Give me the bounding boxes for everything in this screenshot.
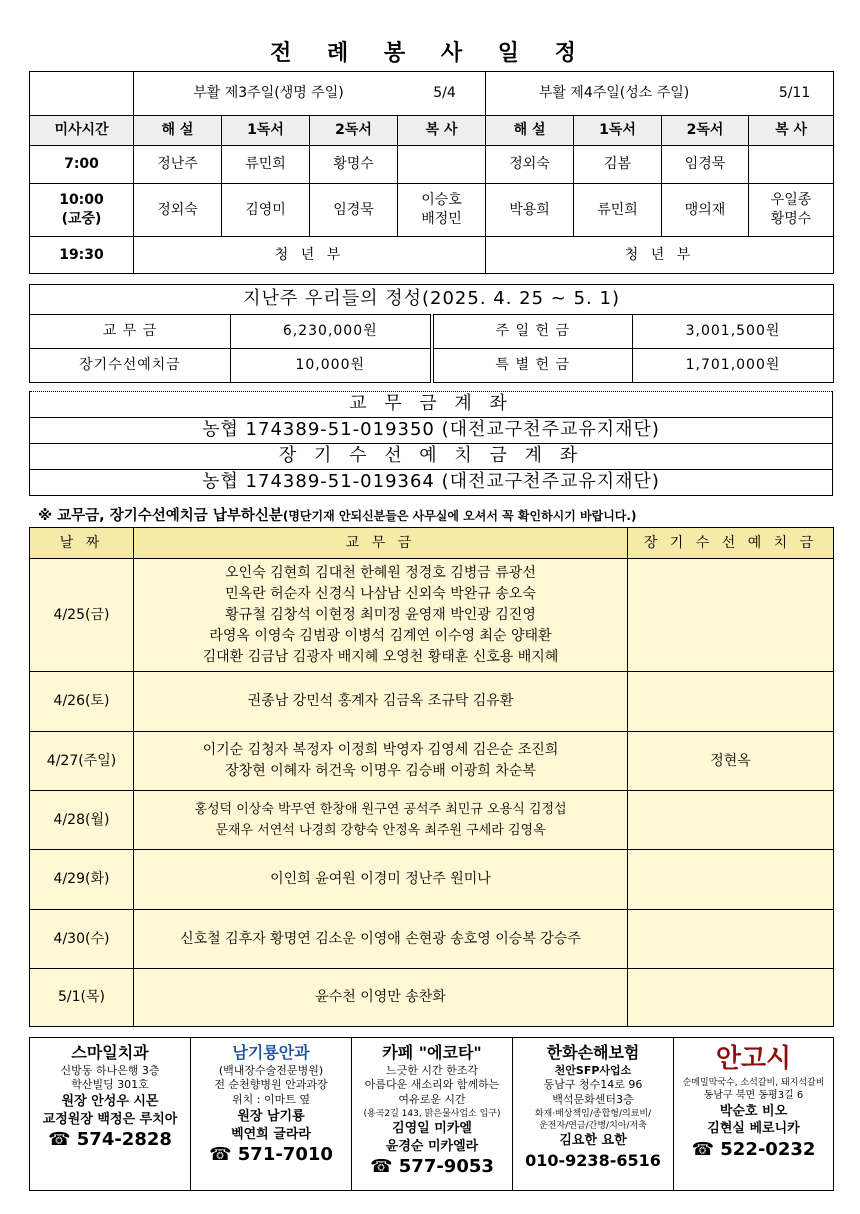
ad-line: 순메밀막국수, 소석갈비, 돼지석갈비 <box>682 1078 825 1089</box>
server-name: 류민희 <box>574 184 662 237</box>
notice-sub: (명단기재 안되신분들은 사무실에 오셔서 꼭 확인하시기 바랍니다.) <box>282 509 637 523</box>
offering-label: 교 무 금 <box>30 315 231 349</box>
ad-name: 카페 "에코타" <box>382 1043 482 1062</box>
ad-line: 아름다운 새소리와 함께하는 <box>364 1078 500 1092</box>
role-header: 해 설 <box>486 116 574 146</box>
ad-eye-clinic <box>191 1038 352 1191</box>
role-header: 2독서 <box>662 116 749 146</box>
donor-date: 4/28(월) <box>30 791 134 850</box>
ad-line: 여유로운 시간 <box>398 1093 466 1107</box>
ad-line: 김요한 요한 <box>559 1133 627 1149</box>
sunday-1 <box>134 72 486 116</box>
ad-line: (용곡2길 143, 맑은물사업소 입구) <box>363 1109 501 1120</box>
ad-phone: ☎ 574-2828 <box>48 1129 172 1151</box>
offering-label: 특 별 헌 금 <box>432 349 633 383</box>
ad-line: 신방동 하나은행 3층 <box>60 1063 160 1077</box>
page-title: 전 례 봉 사 일 정 <box>270 41 590 66</box>
ad-line: 느긋한 시간 한조각 <box>385 1063 478 1077</box>
ad-line: 전 순천향병원 안과과장 <box>214 1078 328 1092</box>
offering-value: 1,701,000원 <box>633 349 834 383</box>
youth-group: 청 년 부 <box>134 237 486 274</box>
donor-names: 오인숙 김현희 김대천 한혜원 정경호 김병금 류광선 민옥란 허순자 신경식 나삼남 신외숙 박완규 송오숙 황규철 김창석 이현정 최미정 윤영재 박인광 김진영 라영옥 이영숙 김범광 이병석 김계연 이수영 최순 양태환 김대환 김금남 김광자 배지혜 오영천 황태훈 신호용 배지혜 <box>134 559 628 672</box>
account-title: 장 기 수 선 예 치 금 계 좌 <box>30 444 833 470</box>
ad-line: 원장 안성우 시몬 <box>61 1094 159 1110</box>
donor-row <box>30 672 834 732</box>
server-name: 류민희 <box>222 146 310 184</box>
donor-other <box>628 672 834 732</box>
sunday-1-name: 부활 제3주일(생명 주일) <box>193 85 344 102</box>
donor-names: 권종남 강민석 홍계자 김금옥 조규탁 김유환 <box>134 672 628 732</box>
ad-line: 화재·배상책임/종합형/의료비/ <box>534 1109 652 1120</box>
ad-line: 김영일 미카엘 <box>392 1121 472 1137</box>
donor-table <box>29 527 834 1027</box>
donor-header-row <box>30 528 834 559</box>
donor-other <box>628 791 834 850</box>
ad-line: 백석문화센터3층 <box>552 1093 634 1107</box>
offering-table <box>29 284 834 383</box>
ad-line: 윤경순 미카엘라 <box>385 1138 479 1154</box>
server-name: 정외숙 <box>134 184 222 237</box>
sunday-2 <box>486 72 834 116</box>
donor-other: 정현옥 <box>628 732 834 791</box>
ad-line: 원장 남기룡 <box>237 1109 305 1125</box>
schedule-row <box>30 146 834 184</box>
server-name: 정난주 <box>134 146 222 184</box>
server-name <box>749 146 834 184</box>
donor-date: 4/26(토) <box>30 672 134 732</box>
server-name: 임경묵 <box>310 184 398 237</box>
ad-smile-dental <box>30 1038 191 1191</box>
notice-main: ※ 교무금, 장기수선예치금 납부하신분 <box>38 508 283 524</box>
ad-line: 교정원장 백정은 루치아 <box>42 1111 178 1127</box>
donor-names: 이인희 윤여원 이경미 정난주 원미나 <box>134 850 628 910</box>
mass-time: 19:30 <box>30 237 134 274</box>
ad-insurance <box>513 1038 674 1191</box>
server-name: 황명수 <box>310 146 398 184</box>
server-name: 이승호 배정민 <box>398 184 486 237</box>
donor-row <box>30 969 834 1027</box>
account-number: 농협 174389-51-019350 (대전교구천주교유지재단) <box>30 418 833 444</box>
mass-time: 7:00 <box>30 146 134 184</box>
ad-line: 운전자/연금/간병/치아/저축 <box>539 1121 647 1132</box>
server-name: 박용희 <box>486 184 574 237</box>
sponsor-ads <box>29 1037 834 1191</box>
donor-other <box>628 850 834 910</box>
ad-phone: ☎ 577-9053 <box>370 1156 494 1178</box>
ad-name: 스마일치과 <box>71 1043 149 1062</box>
donor-date: 4/30(수) <box>30 910 134 969</box>
server-name: 김영미 <box>222 184 310 237</box>
youth-group: 청 년 부 <box>486 237 834 274</box>
ad-name: 한화손해보험 <box>546 1043 640 1062</box>
mass-time: 10:00 (교중) <box>30 184 134 237</box>
donor-row <box>30 910 834 969</box>
sunday-2-name: 부활 제4주일(성소 주일) <box>538 85 690 102</box>
ad-line: 천안SFP사업소 <box>554 1063 632 1077</box>
donor-date: 4/27(주일) <box>30 732 134 791</box>
donor-date: 4/25(금) <box>30 559 134 672</box>
server-name: 정외숙 <box>486 146 574 184</box>
ad-phone: ☎ 571-7010 <box>209 1144 333 1166</box>
ad-line: 동남구 청수14로 96 <box>543 1078 643 1092</box>
offering-label: 주 일 헌 금 <box>432 315 633 349</box>
offering-value: 3,001,500원 <box>633 315 834 349</box>
ad-line: (백내장수술전문병원) <box>218 1063 324 1077</box>
donor-names: 이기순 김청자 복정자 이정희 박영자 김영세 김은순 조진희 장창현 이혜자 허건욱 이명우 김승배 이광희 차순복 <box>134 732 628 791</box>
ad-line: 벡연희 글라라 <box>231 1126 311 1142</box>
ad-line: 학산빌딩 301호 <box>71 1078 149 1092</box>
donor-notice <box>38 504 636 525</box>
donor-names: 신호철 김후자 황명연 김소운 이영애 손현광 송호영 이승복 강승주 <box>134 910 628 969</box>
sunday-1-date: 5/4 <box>433 85 456 102</box>
sunday-header-row <box>30 72 834 116</box>
bank-accounts <box>29 391 833 496</box>
role-header: 복 사 <box>749 116 834 146</box>
server-name: 맹의재 <box>662 184 749 237</box>
account-title: 교 무 금 계 좌 <box>30 392 833 418</box>
ad-line: 동남구 북면 동평3길 6 <box>703 1090 804 1102</box>
role-header-row <box>30 116 834 146</box>
offering-label: 장기수선예치금 <box>30 349 231 383</box>
offering-row <box>30 349 834 383</box>
donor-row <box>30 791 834 850</box>
donor-date: 4/29(화) <box>30 850 134 910</box>
ad-name: 남기룡안과 <box>232 1043 310 1062</box>
donor-row <box>30 850 834 910</box>
donor-row <box>30 732 834 791</box>
col-names: 교 무 금 <box>134 528 628 559</box>
ad-phone: 010-9238-6516 <box>525 1150 661 1170</box>
server-name <box>398 146 486 184</box>
ad-name: 안고시 <box>715 1044 792 1074</box>
time-header: 미사시간 <box>30 116 134 146</box>
offering-row <box>30 315 834 349</box>
ad-line: 박순호 비오 <box>719 1103 788 1119</box>
donor-date: 5/1(목) <box>30 969 134 1027</box>
donor-other <box>628 969 834 1027</box>
ad-restaurant <box>674 1038 834 1191</box>
server-name: 임경묵 <box>662 146 749 184</box>
donor-other <box>628 559 834 672</box>
sunday-2-date: 5/11 <box>778 85 811 102</box>
server-name: 우일종 황명수 <box>749 184 834 237</box>
ad-phone: ☎ 522-0232 <box>691 1138 816 1160</box>
server-name: 김봄 <box>574 146 662 184</box>
role-header: 1독서 <box>222 116 310 146</box>
donor-names: 윤수천 이영만 송찬화 <box>134 969 628 1027</box>
schedule-row-evening <box>30 237 834 274</box>
offering-value: 10,000원 <box>231 349 432 383</box>
col-other: 장 기 수 선 예 치 금 <box>628 528 834 559</box>
ad-line: 김현실 베로니카 <box>707 1121 800 1137</box>
offering-caption: 지난주 우리들의 정성(2025. 4. 25 ~ 5. 1) <box>30 285 834 315</box>
ad-line: 위치 : 이마트 옆 <box>232 1093 310 1107</box>
role-header: 1독서 <box>574 116 662 146</box>
account-number: 농협 174389-51-019364 (대전교구천주교유지재단) <box>30 470 833 496</box>
role-header: 복 사 <box>398 116 486 146</box>
liturgy-schedule-table <box>29 71 834 274</box>
donor-names: 홍성덕 이상숙 박무연 한창애 원구연 공석주 최민규 오용식 김정섭 문재우 서연석 나경희 강향숙 안정옥 최주원 구세라 김영옥 <box>134 791 628 850</box>
role-header: 해 설 <box>134 116 222 146</box>
role-header: 2독서 <box>310 116 398 146</box>
offering-value: 6,230,000원 <box>231 315 432 349</box>
donor-row <box>30 559 834 672</box>
schedule-row <box>30 184 834 237</box>
col-date: 날 짜 <box>30 528 134 559</box>
ad-cafe <box>352 1038 513 1191</box>
donor-other <box>628 910 834 969</box>
